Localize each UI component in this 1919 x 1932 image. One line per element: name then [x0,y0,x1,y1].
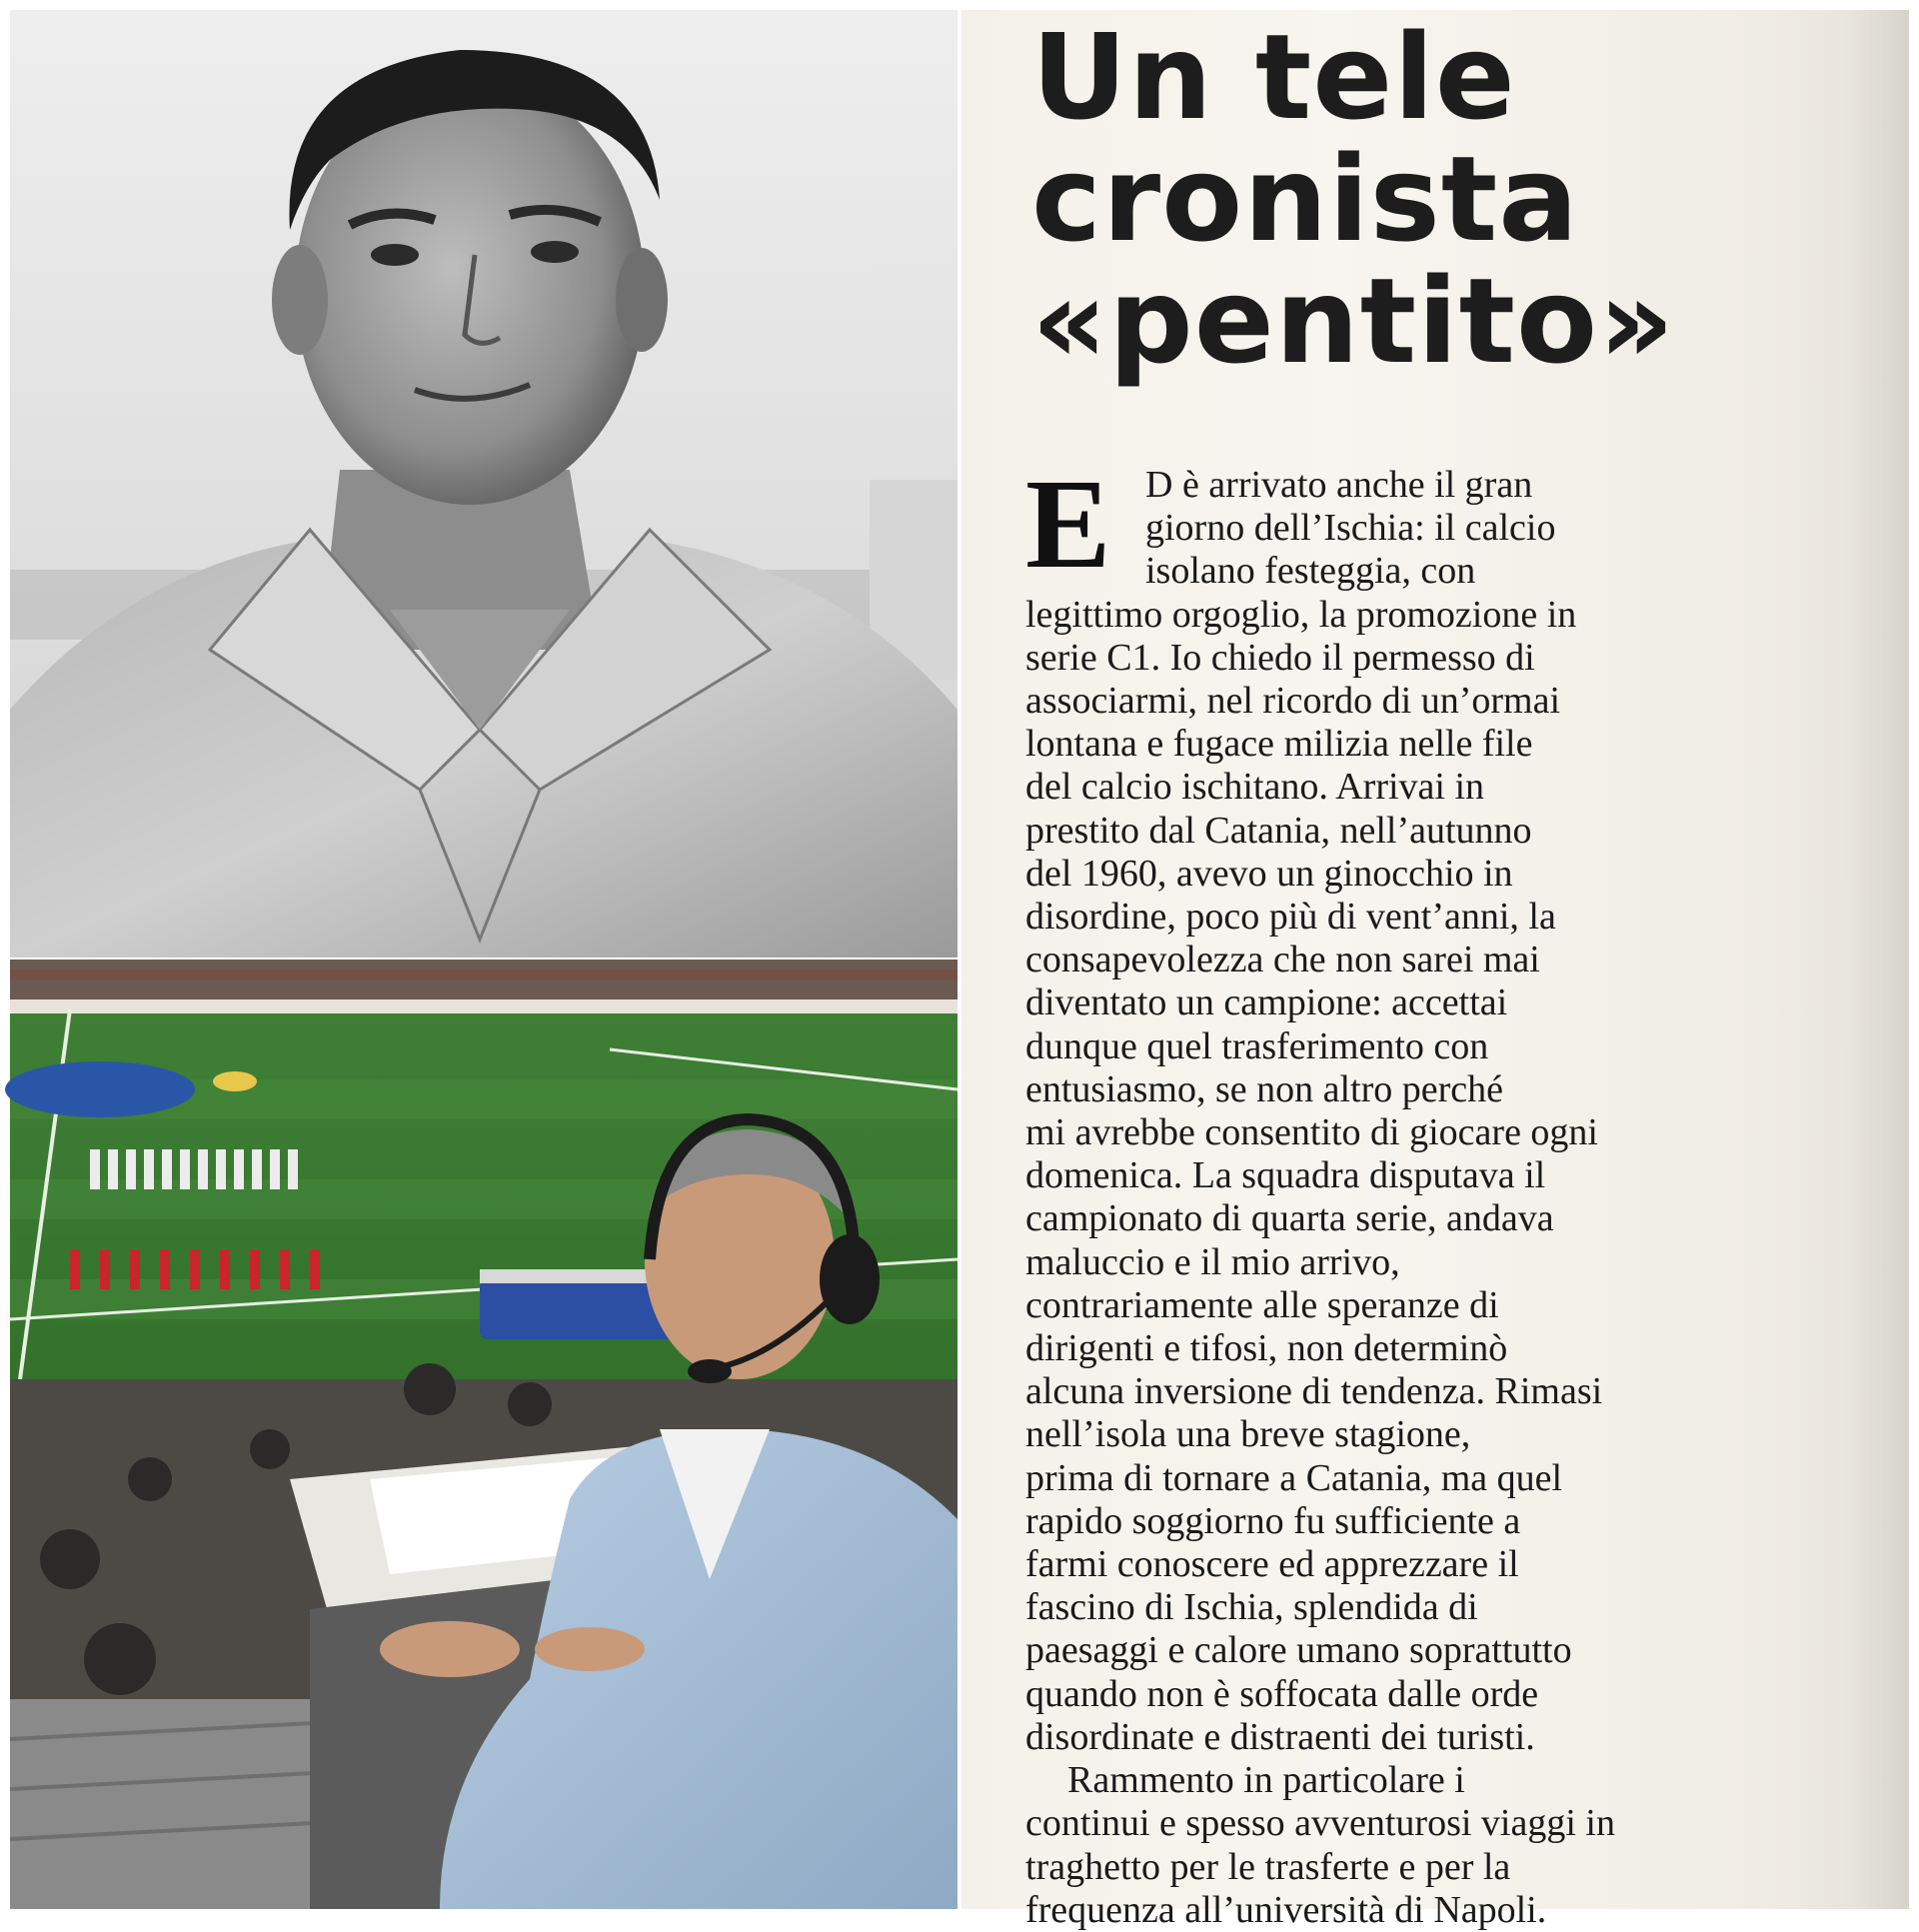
article-line: contrariamente alle speranze di [1025,1283,1499,1326]
article-line: farmi conoscere ed apprezzare il [1025,1543,1519,1586]
article-line: giorno dell’Ischia: il calcio [1145,507,1556,550]
article-line: D è arrivato anche il gran [1145,464,1533,506]
article-body [1025,453,1885,1932]
stadium-commentator-photo [10,960,958,1909]
article-line: traghetto per le trasferte e per la [1025,1845,1511,1888]
article-line: disordinate e distraenti dei turisti. [1025,1715,1535,1758]
article-line: entusiasmo, se non altro perché [1025,1067,1504,1110]
article-line: frequenza all’università di Napoli. [1025,1888,1547,1931]
stadium-illustration [10,960,958,1909]
article-line: lontana e fugace milizia nelle file [1025,723,1533,766]
headline-line: «pentito» [1031,252,1676,390]
headline-line: Un tele [1031,8,1516,146]
article-line: domenica. La squadra disputava il [1025,1154,1546,1197]
article-line: continui e spesso avventurosi viaggi in [1025,1802,1615,1845]
article-line: campionato di quarta serie, andava [1025,1197,1554,1240]
article-line: prima di tornare a Catania, ma quel [1025,1456,1563,1499]
article-line: mi avrebbe consentito di giocare ogni [1025,1111,1598,1154]
article-line: Rammento in particolare i [1067,1759,1465,1802]
article-headline [1031,8,1676,390]
headline-line: cronista [1031,130,1579,268]
paper-fold-shadow [1849,10,1909,1909]
article-line: consapevolezza che non sarei mai [1025,939,1540,981]
article-line: disordine, poco più di vent’anni, la [1025,896,1556,939]
portrait-illustration [10,10,958,958]
article-line: paesaggi e calore umano soprattutto [1025,1629,1572,1672]
article-line: associarmi, nel ricordo di un’ormai [1025,680,1561,723]
article-line: serie C1. Io chiedo il permesso di [1025,636,1535,679]
article-line: diventato un campione: accettai [1025,981,1508,1024]
article-line: rapido soggiorno fu sufficiente a [1025,1499,1521,1542]
article-line: quando non è soffocata dalle orde [1025,1672,1539,1715]
article-line: del 1960, avevo un ginocchio in [1025,852,1513,895]
article-line: isolano festeggia, con [1145,550,1476,593]
article-line: prestito dal Catania, nell’autunno [1025,809,1532,852]
article-line: alcuna inversione di tendenza. Rimasi [1025,1370,1603,1413]
article-line: nell’isola una breve stagione, [1025,1413,1471,1456]
drop-cap: E [1025,453,1111,595]
newspaper-clipping [961,8,1909,1931]
article-line: dirigenti e tifosi, non determinò [1025,1327,1508,1370]
article-line: fascino di Ischia, splendida di [1025,1586,1478,1629]
article-line: del calcio ischitano. Arrivai in [1025,766,1485,809]
article-line: dunque quel trasferimento con [1025,1024,1489,1067]
article-line: maluccio e il mio arrivo, [1025,1240,1400,1283]
article-line: legittimo orgoglio, la promozione in [1025,593,1577,636]
portrait-photo [10,10,958,958]
